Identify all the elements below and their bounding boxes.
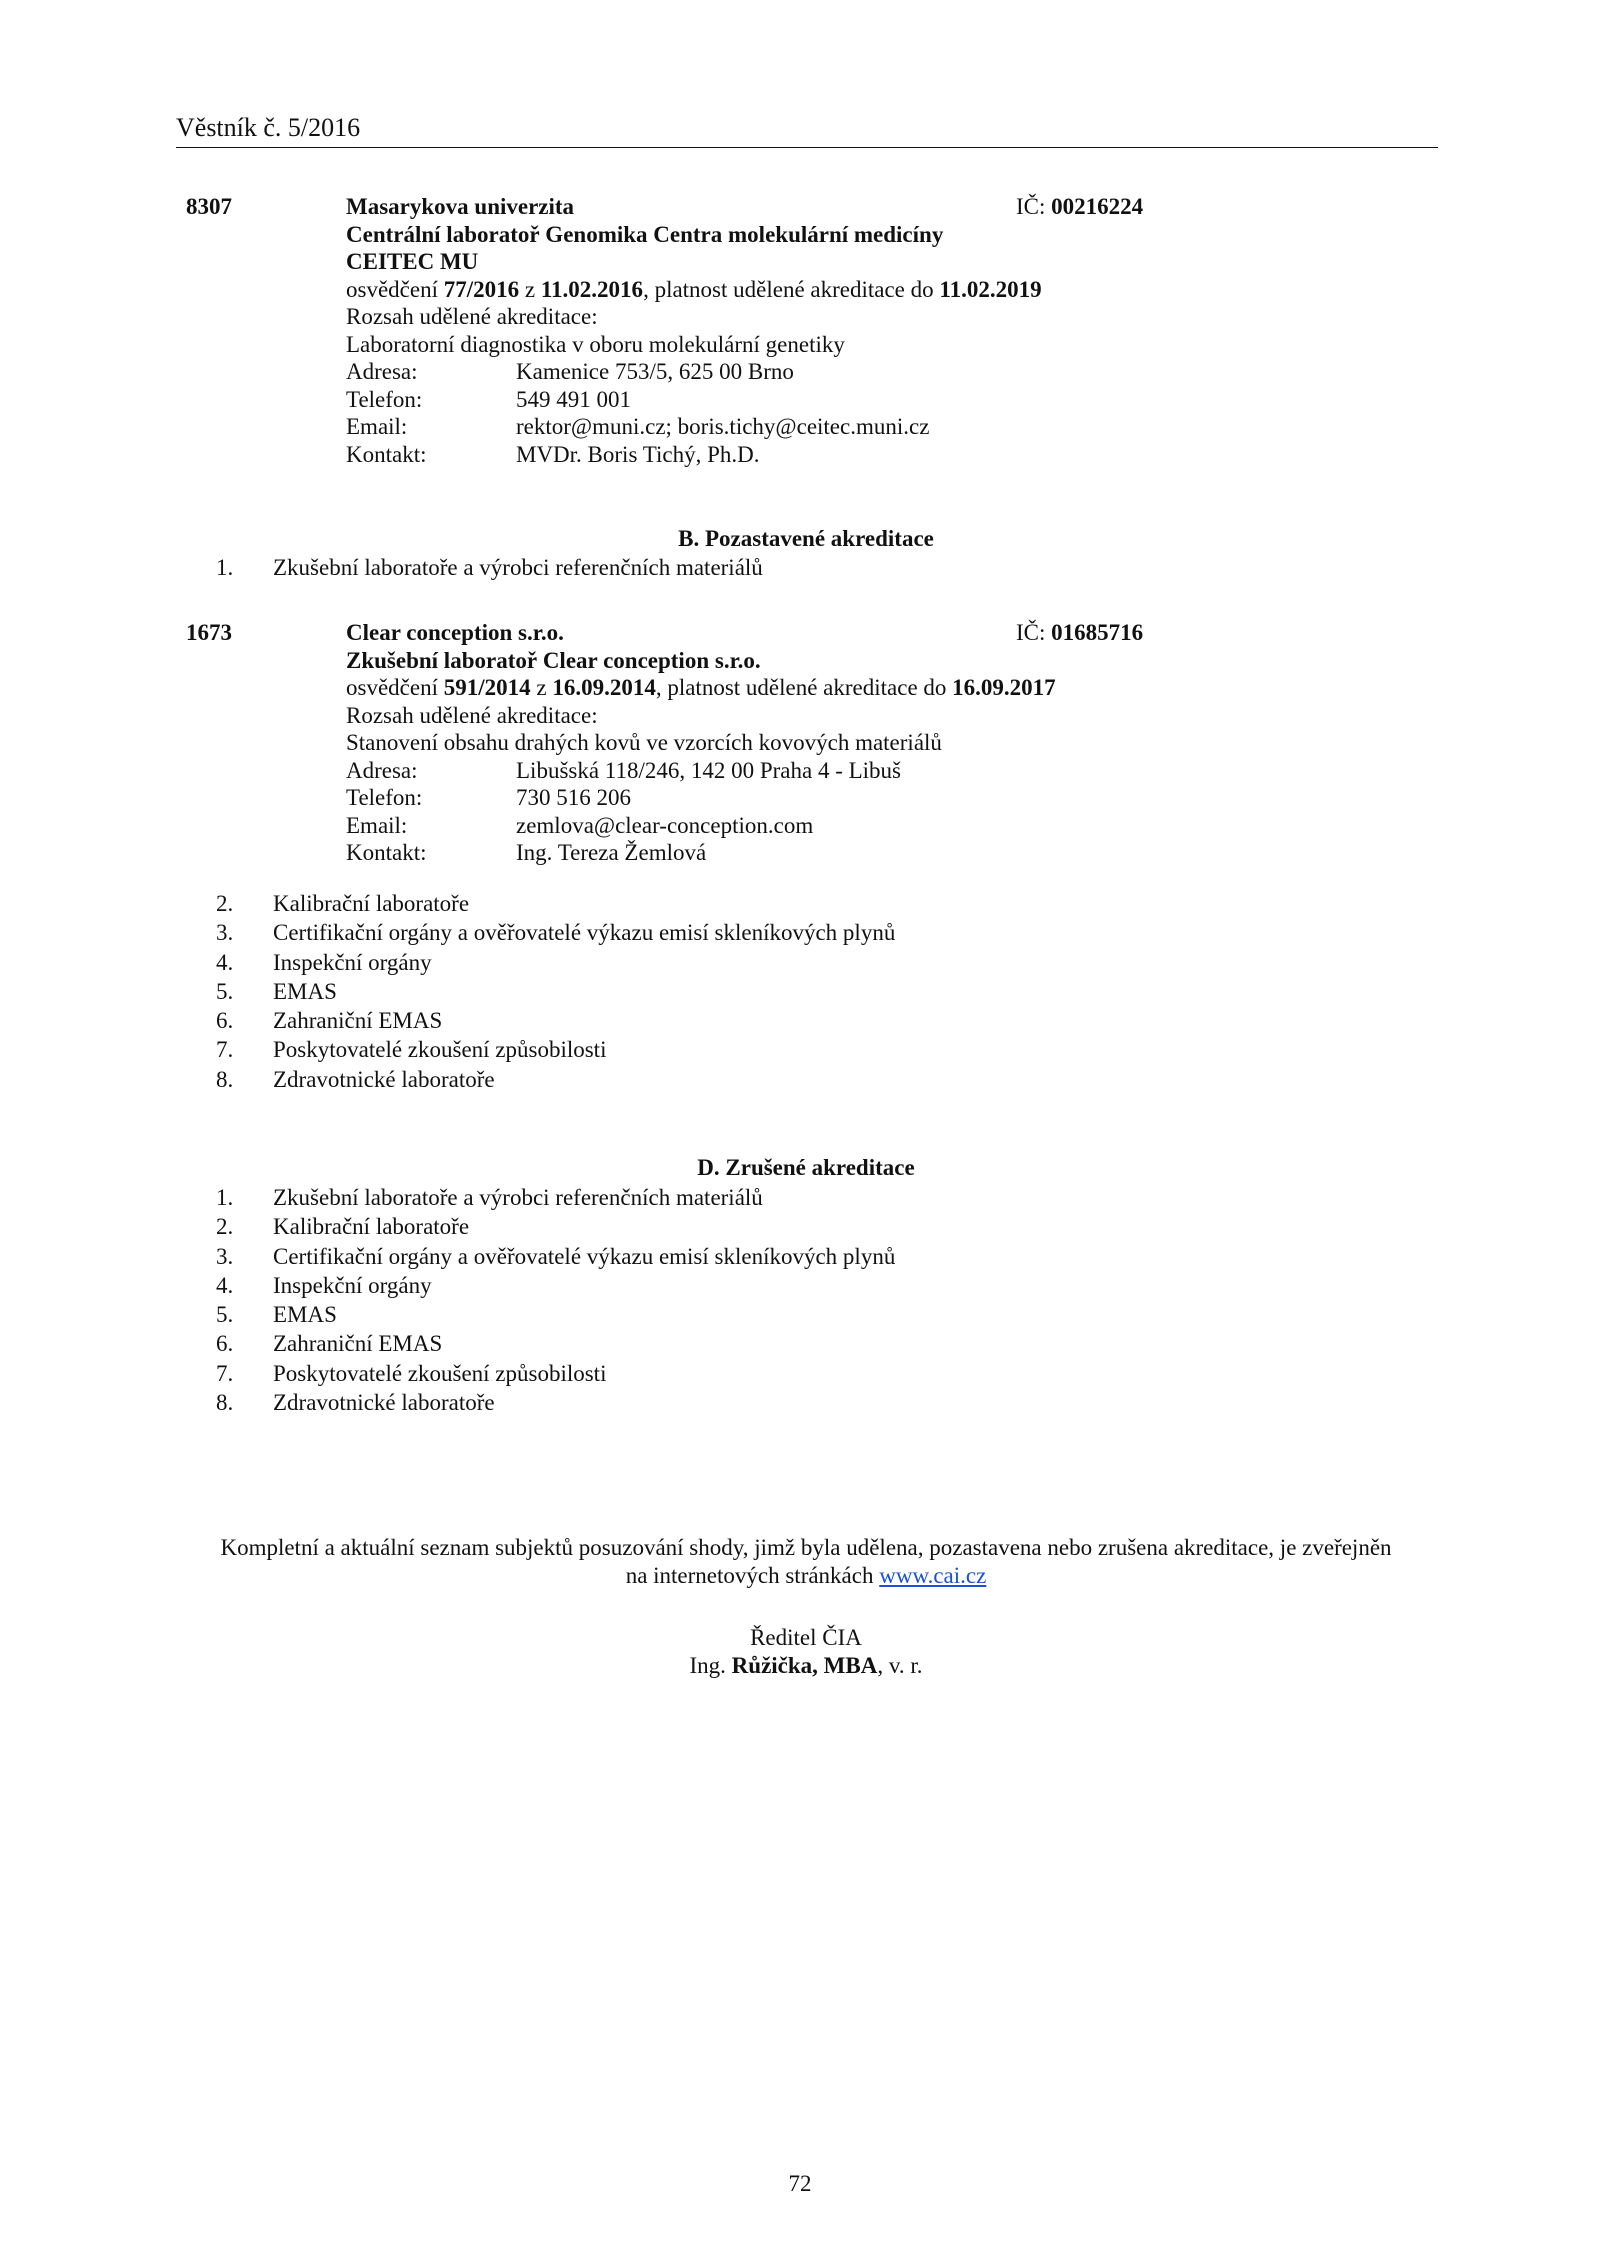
list-item-number: 5. <box>216 978 234 1004</box>
list-item-number: 7. <box>216 1360 234 1386</box>
entry-lab-name: Centrální laboratoř Genomika Centra molekulární medicíny <box>346 221 944 247</box>
list-item-number: 3. <box>216 1243 234 1269</box>
scope-text: Laboratorní diagnostika v oboru molekulární genetiky <box>346 331 845 357</box>
list-item-label: Poskytovatelé zkoušení způsobilosti <box>273 1360 607 1386</box>
scope-label: Rozsah udělené akreditace: <box>346 304 598 329</box>
list-item-number: 5. <box>216 1302 234 1328</box>
list-item <box>216 1184 895 1213</box>
email-label: Email: <box>346 414 408 439</box>
ic-value: 01685716 <box>1051 620 1144 645</box>
list-item <box>216 1389 895 1418</box>
list-item-label: Zahraniční EMAS <box>273 1008 443 1034</box>
list-item-number: 1. <box>216 1185 234 1210</box>
cert-valid-until: 16.09.2017 <box>952 675 1056 700</box>
list-item <box>216 919 895 948</box>
entry-number: 1673 <box>186 620 232 645</box>
email-value: zemlova@clear-conception.com <box>516 812 814 838</box>
director-title: Ředitel ČIA <box>750 1625 862 1650</box>
section-b-list <box>216 890 895 1095</box>
list-item-number: 4. <box>216 1272 234 1298</box>
list-item <box>216 1272 895 1301</box>
list-item <box>216 1243 895 1272</box>
contact-row <box>346 839 1056 867</box>
list-item <box>216 1036 895 1065</box>
list-item-label: EMAS <box>273 1302 337 1328</box>
contact-row <box>346 441 1042 469</box>
cert-text: osvědčení <box>346 276 444 302</box>
scope-label: Rozsah udělené akreditace: <box>346 702 598 728</box>
entry-lab-name: Zkušební laboratoř Clear conception s.r.o. <box>346 647 761 673</box>
ic-label: IČ: <box>1016 620 1046 645</box>
list-item-number: 1. <box>216 555 234 580</box>
section-b-title: B. Pozastavené akreditace <box>678 526 934 551</box>
contact-value: Ing. Tereza Žemlová <box>516 840 707 865</box>
list-item <box>216 1007 895 1036</box>
footer-note <box>176 1534 1436 1590</box>
signature-name: Růžička, MBA <box>731 1653 878 1678</box>
email-value: rektor@muni.cz; boris.tichy@ceitec.muni.cz <box>516 414 930 439</box>
list-item <box>216 890 895 919</box>
cert-date: 16.09.2014 <box>552 675 656 700</box>
list-item-label: Poskytovatelé zkoušení způsobilosti <box>273 1037 607 1063</box>
phone-label: Telefon: <box>346 785 423 810</box>
list-item-number: 4. <box>216 949 234 975</box>
footer-text: na internetových stránkách <box>625 1563 880 1588</box>
list-item-label: Zdravotnické laboratoře <box>273 1066 495 1092</box>
phone-value: 730 516 206 <box>516 785 631 810</box>
list-item <box>216 1360 895 1389</box>
list-item-number: 8. <box>216 1390 234 1416</box>
footer-line <box>176 1562 1436 1590</box>
contact-label: Kontakt: <box>346 441 427 467</box>
signature-suffix: , v. r. <box>877 1653 923 1678</box>
entry-name: Clear conception s.r.o. <box>346 620 564 645</box>
list-item <box>216 949 895 978</box>
cert-text: osvědčení <box>346 675 444 700</box>
list-item-label: Zkušební laboratoře a výrobci referenčních materiálů <box>273 1185 763 1210</box>
list-item <box>216 1301 895 1330</box>
list-item <box>216 978 895 1007</box>
cert-number: 77/2016 <box>443 276 520 302</box>
cai-website-link[interactable]: www.cai.cz <box>879 1563 987 1588</box>
entry-certificate <box>346 674 1056 702</box>
list-item-label: Certifikační orgány a ověřovatelé výkazu emisí skleníkových plynů <box>273 1243 896 1269</box>
cert-valid-until: 11.02.2019 <box>939 276 1042 302</box>
cert-text: z <box>530 675 553 700</box>
address-value: Kamenice 753/5, 625 00 Brno <box>516 359 794 384</box>
email-row <box>346 812 1056 840</box>
header-rule <box>176 147 1438 148</box>
list-item-number: 8. <box>216 1066 234 1092</box>
list-item-label: Certifikační orgány a ověřovatelé výkazu emisí skleníkových plynů <box>273 920 896 946</box>
page-number: 72 <box>788 2171 812 2196</box>
cert-number: 591/2014 <box>443 675 531 700</box>
list-item <box>216 1330 895 1359</box>
address-label: Adresa: <box>346 757 418 783</box>
list-item-label: Inspekční orgány <box>273 949 432 975</box>
list-item-label: Kalibrační laboratoře <box>273 1214 470 1240</box>
list-item <box>216 1213 895 1242</box>
list-item-label: Zahraniční EMAS <box>273 1331 443 1357</box>
list-item-number: 7. <box>216 1037 234 1063</box>
section-d-title: D. Zrušené akreditace <box>697 1155 915 1180</box>
ic-label: IČ: <box>1016 194 1046 219</box>
cert-date: 11.02.2016 <box>540 276 644 302</box>
address-label: Adresa: <box>346 359 418 384</box>
email-label: Email: <box>346 812 408 838</box>
list-item-number: 2. <box>216 1214 234 1240</box>
list-item-label: Inspekční orgány <box>273 1272 432 1298</box>
list-item-number: 6. <box>216 1008 234 1034</box>
phone-label: Telefon: <box>346 386 423 412</box>
cert-text: z <box>519 276 541 302</box>
running-header-title: Věstník č. 5/2016 <box>176 113 361 142</box>
cert-text: , platnost udělené akreditace do <box>643 276 940 302</box>
ic-value: 00216224 <box>1051 194 1144 219</box>
signature-prefix: Ing. <box>689 1653 732 1678</box>
list-item-label: Zdravotnické laboratoře <box>273 1390 495 1416</box>
list-item-number: 3. <box>216 920 234 946</box>
contact-label: Kontakt: <box>346 840 427 865</box>
list-item-label: Kalibrační laboratoře <box>273 891 470 916</box>
contact-value: MVDr. Boris Tichý, Ph.D. <box>516 441 760 467</box>
scope-text: Stanovení obsahu drahých kovů ve vzorcích kovových materiálů <box>346 730 942 755</box>
entry-number: 8307 <box>186 194 232 219</box>
entry-lab-name-cont: CEITEC MU <box>346 249 479 274</box>
phone-row <box>346 386 1042 414</box>
address-value: Libušská 118/246, 142 00 Praha 4 - Libuš <box>516 757 902 783</box>
director-signature <box>176 1652 1436 1680</box>
footer-line: Kompletní a aktuální seznam subjektů posuzování shody, jimž byla udělena, pozastavena nebo zrušena akreditace, je zveřejněn <box>220 1535 1392 1560</box>
entry-name: Masarykova univerzita <box>346 194 575 219</box>
signature-block <box>176 1624 1436 1680</box>
address-row <box>346 358 1042 386</box>
list-item-number: 2. <box>216 891 234 916</box>
section-d-list <box>216 1184 895 1418</box>
list-item <box>216 1066 895 1095</box>
list-item-label: Zkušební laboratoře a výrobci referenčních materiálů <box>273 555 763 580</box>
phone-value: 549 491 001 <box>516 386 631 412</box>
address-row <box>346 757 1056 785</box>
entry-body <box>346 619 1056 867</box>
email-row <box>346 413 1042 441</box>
entry-body <box>346 193 1042 468</box>
phone-row <box>346 784 1056 812</box>
list-item-number: 6. <box>216 1331 234 1357</box>
section-b-first-list <box>216 554 763 583</box>
cert-text: , platnost udělené akreditace do <box>655 675 953 700</box>
list-item-label: EMAS <box>273 978 337 1004</box>
list-item <box>216 554 763 583</box>
entry-certificate <box>346 276 1042 304</box>
